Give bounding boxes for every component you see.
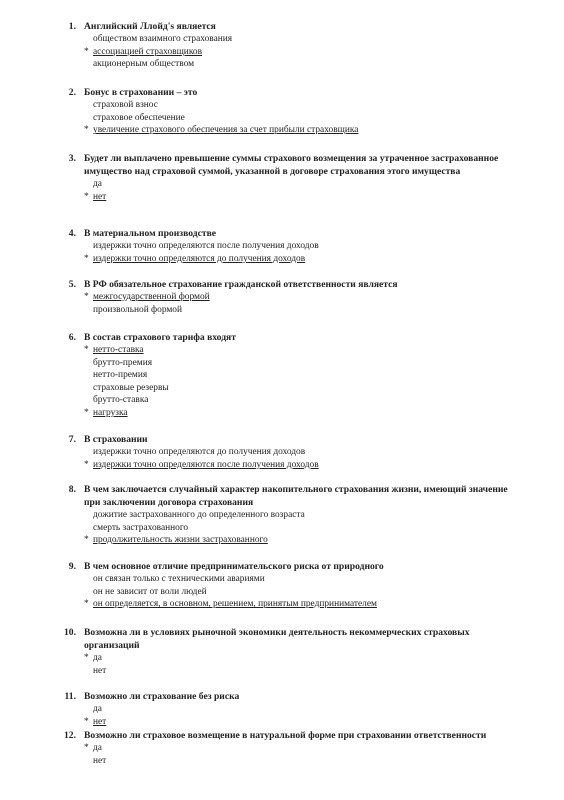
answer-option xyxy=(84,459,522,472)
question-10 xyxy=(62,626,522,677)
answer-text: издержки точно определяются после получения доходов xyxy=(93,459,319,470)
answer-text: акционерным обществом xyxy=(93,59,195,70)
question-number: 10. xyxy=(64,627,76,638)
answer-list xyxy=(84,99,522,137)
question-number: 1. xyxy=(68,21,76,32)
question-text: Возможно ли страховое возмещение в натуральной форме при страховании ответственности xyxy=(84,730,487,741)
answer-option xyxy=(84,240,522,253)
answer-text: да xyxy=(93,743,102,753)
answer-text: издержки точно определяются до получения доходов xyxy=(93,447,306,457)
question-9 xyxy=(62,560,522,611)
question-4 xyxy=(62,227,522,265)
question-text: В чем основное отличие предпринимательского риска от природного xyxy=(84,561,384,572)
question-heading xyxy=(62,433,522,446)
answer-option xyxy=(84,291,522,304)
answer-option xyxy=(84,703,522,716)
question-number: 2. xyxy=(68,87,76,98)
answer-list xyxy=(84,446,522,471)
answer-option xyxy=(84,382,522,395)
correct-answer-marker: * xyxy=(84,599,89,610)
answer-text: нет xyxy=(93,755,107,766)
correct-answer-marker: * xyxy=(84,743,89,753)
question-heading xyxy=(62,560,522,573)
answer-list xyxy=(84,178,522,203)
answer-text: нетто-премия xyxy=(93,370,148,381)
answer-text: нет xyxy=(93,716,107,727)
answer-text: смерть застрахованного xyxy=(93,522,189,533)
answer-text: увеличение страхового обеспечения за счет прибыли страховщика xyxy=(93,125,359,136)
answer-option xyxy=(84,522,522,535)
correct-answer-marker: * xyxy=(84,535,89,546)
answer-text: он не зависит от воли людей xyxy=(93,586,207,597)
correct-answer-marker: * xyxy=(84,292,89,302)
answer-text: да xyxy=(93,704,102,714)
answer-option xyxy=(84,446,522,459)
correct-answer-marker: * xyxy=(84,253,89,264)
answer-text: брутто-ставка xyxy=(93,395,149,406)
answer-list xyxy=(84,344,522,420)
answer-text: страховые резервы xyxy=(93,382,169,393)
answer-text: да xyxy=(93,653,102,663)
answer-text: ассоциацией страховщиков xyxy=(93,46,203,57)
answer-option xyxy=(84,742,522,755)
question-text: В материальном производстве xyxy=(84,228,217,239)
question-5 xyxy=(62,278,522,316)
question-number: 6. xyxy=(68,332,76,343)
question-8 xyxy=(62,483,522,547)
answer-option xyxy=(84,573,522,586)
question-11 xyxy=(62,690,522,728)
question-number: 9. xyxy=(68,561,76,572)
answer-text: обществом взаимного страхования xyxy=(93,34,233,44)
correct-answer-marker: * xyxy=(84,459,89,470)
answer-text: да xyxy=(93,179,102,189)
answer-text: издержки точно определяются до получения доходов xyxy=(93,253,306,264)
question-number: 5. xyxy=(68,279,76,290)
answer-list xyxy=(84,33,522,71)
correct-answer-marker: * xyxy=(84,653,89,663)
question-text: Возможно ли страхование без риска xyxy=(84,691,240,702)
answer-option xyxy=(84,304,522,317)
answer-text: нагрузка xyxy=(93,407,128,418)
question-1 xyxy=(62,20,522,71)
answer-text: нет xyxy=(93,191,107,202)
correct-answer-marker: * xyxy=(84,191,89,202)
answer-text: страховое обеспечение xyxy=(93,112,185,123)
question-heading xyxy=(62,20,522,33)
question-2 xyxy=(62,86,522,137)
question-heading xyxy=(62,690,522,703)
answer-option xyxy=(84,598,522,611)
answer-text: продолжительность жизни застрахованного xyxy=(93,535,268,546)
answer-option xyxy=(84,58,522,71)
correct-answer-marker: * xyxy=(84,716,89,727)
answer-option xyxy=(84,112,522,125)
question-number: 3. xyxy=(68,153,76,164)
question-text: В страховании xyxy=(84,434,148,445)
question-number: 12. xyxy=(64,730,76,741)
answer-option xyxy=(84,369,522,382)
answer-option xyxy=(84,534,522,547)
answer-option xyxy=(84,755,522,768)
answer-option xyxy=(84,253,522,266)
answer-list xyxy=(84,573,522,611)
answer-option xyxy=(84,665,522,678)
answer-option xyxy=(84,191,522,204)
answer-text: страховой взнос xyxy=(93,100,158,110)
question-heading xyxy=(62,278,522,291)
question-7 xyxy=(62,433,522,471)
answer-text: нетто-ставка xyxy=(93,345,144,355)
correct-answer-marker: * xyxy=(84,345,89,355)
answer-text: межгосударственной формой xyxy=(93,292,210,302)
answer-option xyxy=(84,716,522,729)
question-heading xyxy=(62,483,522,509)
question-heading xyxy=(62,152,522,178)
answer-option xyxy=(84,99,522,112)
answer-text: дожитие застрахованного до определенного возраста xyxy=(93,510,305,520)
answer-option xyxy=(84,394,522,407)
question-text: В чем заключается случайный характер накопительного страхования жизни, имеющий значение при заключении договора страхования xyxy=(84,484,508,508)
question-heading xyxy=(62,331,522,344)
answer-option xyxy=(84,33,522,46)
answer-option xyxy=(84,652,522,665)
answer-option xyxy=(84,124,522,137)
question-text: Будет ли выплачено превышение суммы страхового возмещения за утраченное застрахованное имущество над страховой суммой, указанной в договоре страхования этого имущества xyxy=(84,153,499,177)
correct-answer-marker: * xyxy=(84,407,89,418)
answer-list xyxy=(84,742,522,767)
answer-text: он связан только с техническими авариями xyxy=(93,574,265,584)
answer-list xyxy=(84,291,522,316)
question-number: 11. xyxy=(64,691,76,702)
answer-option xyxy=(84,357,522,370)
question-text: В состав страхового тарифа входят xyxy=(84,332,236,343)
correct-answer-marker: * xyxy=(84,46,89,57)
question-number: 4. xyxy=(68,228,76,239)
answer-text: брутто-премия xyxy=(93,357,153,368)
answer-list xyxy=(84,509,522,547)
answer-option xyxy=(84,509,522,522)
answer-text: он определяется, в основном, решением, принятым предпринимателем xyxy=(93,599,377,610)
question-6 xyxy=(62,331,522,420)
question-heading xyxy=(62,86,522,99)
question-heading xyxy=(62,227,522,240)
answer-list xyxy=(84,240,522,265)
question-heading xyxy=(62,729,522,742)
question-12 xyxy=(62,729,522,767)
question-text: Английский Ллойд's является xyxy=(84,21,216,32)
answer-option xyxy=(84,178,522,191)
answer-list xyxy=(84,703,522,728)
question-text: Возможна ли в условиях рыночной экономики деятельность некоммерческих страховых организаций xyxy=(84,627,470,651)
question-text: Бонус в страховании – это xyxy=(84,87,198,98)
answer-text: нет xyxy=(93,665,107,676)
answer-option xyxy=(84,407,522,420)
question-text: В РФ обязательное страхование гражданской ответственности является xyxy=(84,279,398,290)
question-number: 7. xyxy=(68,434,76,445)
answer-text: произвольной формой xyxy=(93,304,183,315)
question-3 xyxy=(62,152,522,203)
question-heading xyxy=(62,626,522,652)
answer-text: издержки точно определяются после получения доходов xyxy=(93,241,319,251)
answer-option xyxy=(84,344,522,357)
correct-answer-marker: * xyxy=(84,125,89,136)
answer-option xyxy=(84,586,522,599)
question-number: 8. xyxy=(68,484,76,495)
answer-list xyxy=(84,652,522,677)
answer-option xyxy=(84,46,522,59)
